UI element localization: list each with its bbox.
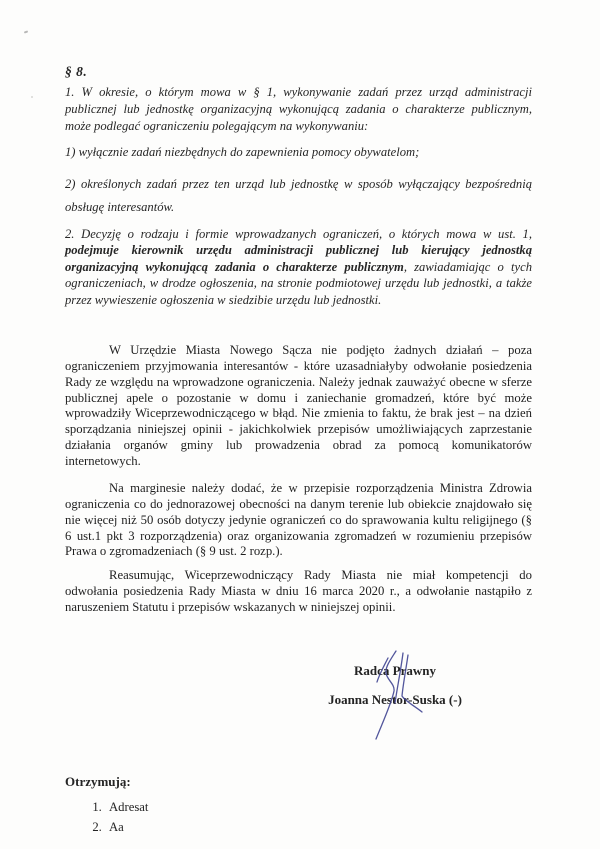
body-paragraph: W Urzędzie Miasta Nowego Sącza nie podjęto żadnych działań – poza ograniczeniem przyjmowania interesantów - które uzasadniałyby odwołanie posiedzenia Rady ze względu na wprowadzone ograniczenia. Należy jednak zauważyć obecne w sferze publicznej apele o pozostanie w domu i zaniechanie gromadzeń, które być może wprowadziły Wiceprzewodniczącego w błąd. Nie zmienia to faktu, że brak jest – na dzień sporządzania niniejszej opinii - jakichkolwiek przepisów umożliwiających zaprzestanie działania organów gminy lub prowadzenia obrad za pomocą komunikatorów internetowych.	[65, 342, 532, 469]
quote-paragraph-1: 1. W okresie, o którym mowa w § 1, wykonywanie zadań przez urząd administracji publicznej lub jednostkę organizacyjną wykonującą zadania o charakterze publicznym, może podlegać ograniczeniu polegającym na wykonywaniu:	[65, 85, 532, 134]
distribution-heading: Otrzymują:	[65, 774, 131, 790]
distribution-items	[65, 800, 532, 835]
quote-paragraph-2	[65, 226, 532, 308]
signer-title: Radca Prawny	[354, 662, 436, 678]
section-heading: § 8.	[65, 64, 88, 79]
signer-name: Joanna Nestor-Suska (-)	[328, 692, 462, 708]
quote-point-2: 2) określonych zadań przez ten urząd lub jednostkę w sposób wyłączający bezpośrednią obsługę interesantów.	[65, 176, 532, 214]
quote-paragraph-2-end: , zawiadamiając o tych ograniczeniach, w drodze ogłoszenia, na stronie podmiotowej urzędu lub jednostki, a także przez wywieszenie ogłoszenia w siedzibie urzędu lub jednostki.	[65, 259, 532, 307]
signature-block	[290, 663, 500, 708]
distribution-list	[65, 774, 532, 835]
body-paragraph: Na marginesie należy dodać, że w przepisie rozporządzenia Ministra Zdrowia ograniczenia co do jednorazowej obecności na danym terenie lub obiekcie znajdowało się nie więcej niż 50 osób dotyczy jedynie ograniczeń co do sprawowania kultu religijnego (§ 6 ust.1 pkt 3 rozporządzenia) oraz organizowania zgromadzeń w rozumieniu przepisów Prawa o zgromadzeniach (§ 9 ust. 2 rozp.).	[65, 480, 532, 559]
quote-paragraph-2-start: 2. Decyzję o rodzaju i formie wprowadzanych ograniczeń, o których mowa w ust. 1,	[65, 227, 532, 242]
body-paragraph: Reasumując, Wiceprzewodniczący Rady Miasta nie miał kompetencji do odwołania posiedzenia Rady Miasta w dniu 16 marca 2020 r., a odwołanie nastąpiło z naruszeniem Statutu i przepisów wskazanych w niniejszej opinii.	[65, 568, 532, 615]
scan-artifact-speck	[24, 30, 28, 33]
distribution-item: 1. Adresat	[105, 800, 532, 815]
scan-artifact-speck	[31, 96, 33, 98]
quote-paragraph-2-bold: podejmuje kierownik urzędu administracji publicznej lub kierujący jednostką organizacyjną wykonującą zadania o charakterze publicznym	[65, 243, 532, 274]
distribution-item: 2. Aa	[105, 820, 532, 835]
quote-point-1: 1) wyłącznie zadań niezbędnych do zapewnienia pomocy obywatelom;	[65, 145, 420, 160]
